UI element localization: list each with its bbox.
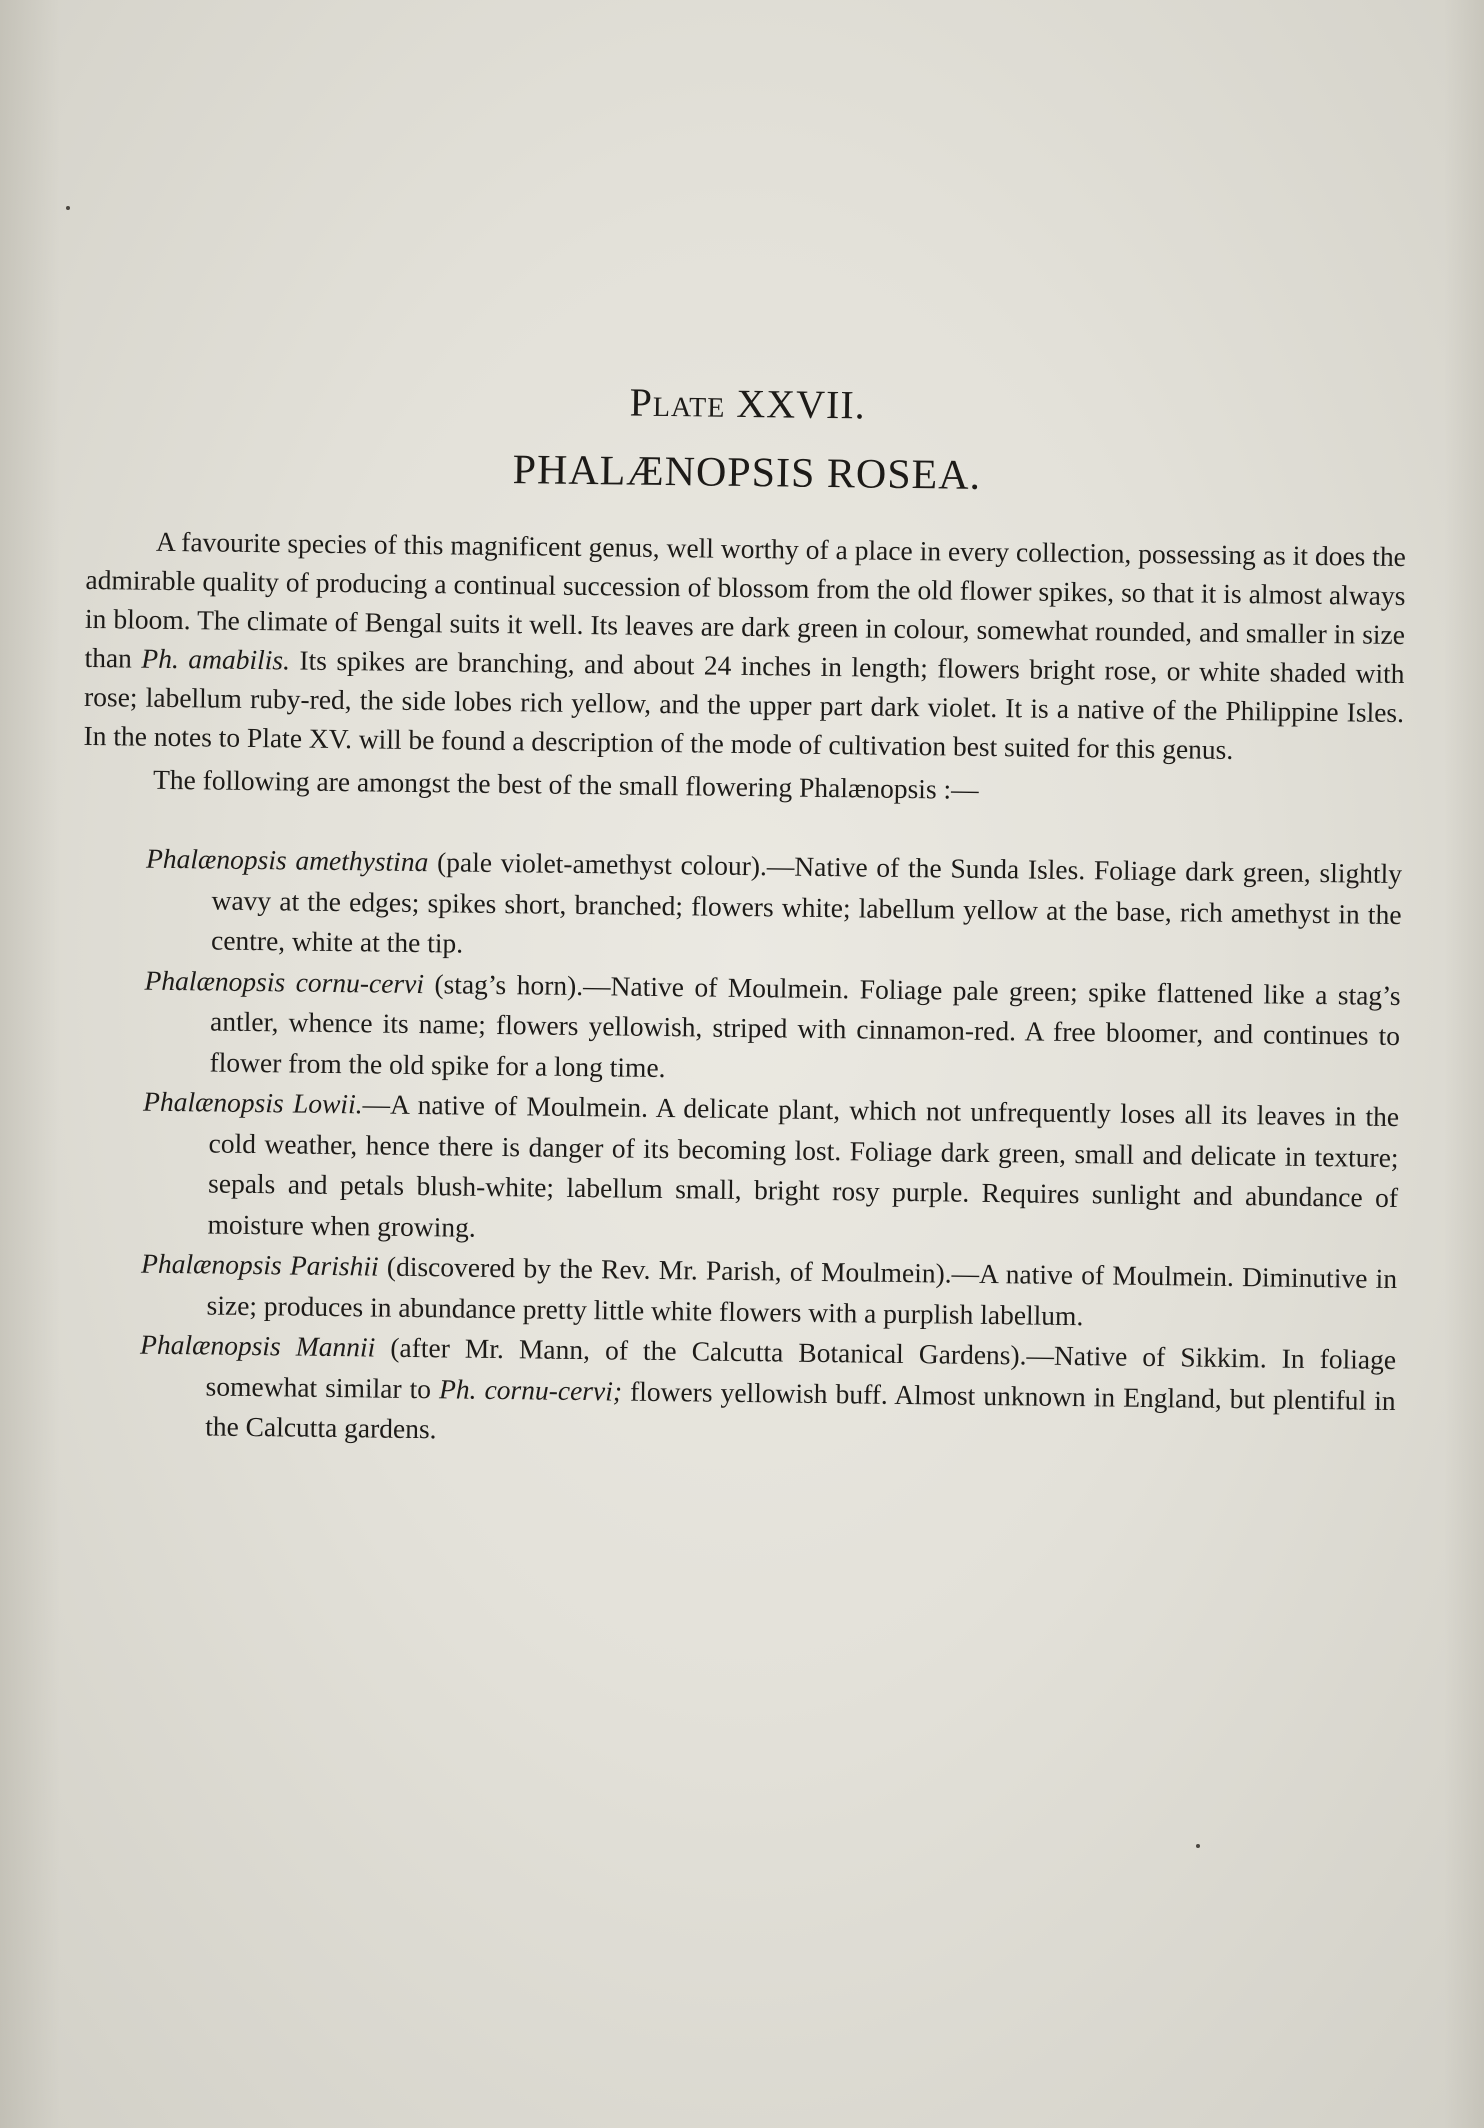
species-entry-text: (discovered by the Rev. Mr. Parish, of Moulmein).—A native of Moulmein. Diminutive in size; produces in abundance pretty little white flowers with a purplish labellum.	[206, 1250, 1398, 1331]
species-entry-text: flowers yellowish buff. Almost unknown in England, but plentiful in the Calcutta gardens.	[204, 1375, 1396, 1445]
species-entry-lowii	[77, 1081, 1399, 1259]
species-title: PHALÆNOPSIS ROSEA.	[512, 447, 982, 499]
description-text: Its spikes are branching, and about 24 inches in length; flowers bright rose, or white shaded with rose; labellum ruby-red, the side lobes rich yellow, and the upper part dark violet. It is a native of the Philippine Isles. In the notes to Plate XV. will be found a description of the mode of cultivation best suited for this genus.	[83, 644, 1405, 765]
species-entry-mannii	[75, 1324, 1396, 1462]
species-name: Phalænopsis Lowii.	[142, 1085, 363, 1120]
paper-speck	[66, 206, 70, 210]
species-entry-amethystina	[81, 838, 1402, 976]
description-italic-name: Ph. amabilis.	[141, 642, 291, 676]
species-name: Phalænopsis cornu-cervi	[144, 964, 425, 999]
paper-speck	[1196, 1844, 1200, 1848]
species-description	[83, 521, 1406, 771]
species-reference: Ph. cornu-cervi;	[438, 1372, 623, 1407]
species-entry-text: (pale violet-amethyst colour).—Native of the Sunda Isles. Foliage dark green, slightly wavy at the edges; spikes short, branched; flowers white; labellum yellow at the base, rich amethyst in the centre, white at the tip.	[210, 846, 1403, 959]
species-name: Phalænopsis Parishii	[140, 1247, 379, 1282]
list-intro: The following are amongst the best of the small flowering Phalænopsis :—	[152, 763, 979, 805]
species-entry-text: (after Mr. Mann, of the Calcutta Botanical Gardens).—Native of Sikkim. In foliage somewhat similar to	[205, 1331, 1397, 1404]
species-entry-cornu-cervi	[79, 959, 1400, 1097]
species-name: Phalænopsis Mannii	[139, 1328, 376, 1363]
species-entry-text: (stag’s horn).—Native of Moulmein. Foliage pale green; spike flattened like a stag’s antler, whence its name; flowers yellowish, striped with cinnamon-red. A free bloomer, and continues to flower from the old spike for a long time.	[209, 967, 1401, 1083]
plate-title: Plate XXVII.	[629, 379, 866, 428]
page-content	[75, 372, 1408, 1462]
species-name: Phalænopsis amethystina	[145, 842, 429, 878]
species-entry-text: —A native of Moulmein. A delicate plant, which not unfrequently loses all its leaves in the cold weather, hence there is danger of its becoming lost. Foliage dark green, small and delicate in texture; sepals and petals blush-white; labellum small, bright rosy purple. Requires sunlight and abundance of moisture when growing.	[207, 1088, 1400, 1243]
description-text: A favourite species of this magnificent genus, well worthy of a place in every collection, possessing as it does the admirable quality of producing a continual succession of blossom from the old flower spikes, so that it is almost always in bloom. The climate of Bengal suits it well. Its leaves are dark green in colour, somewhat rounded, and smaller in size than	[84, 525, 1407, 674]
